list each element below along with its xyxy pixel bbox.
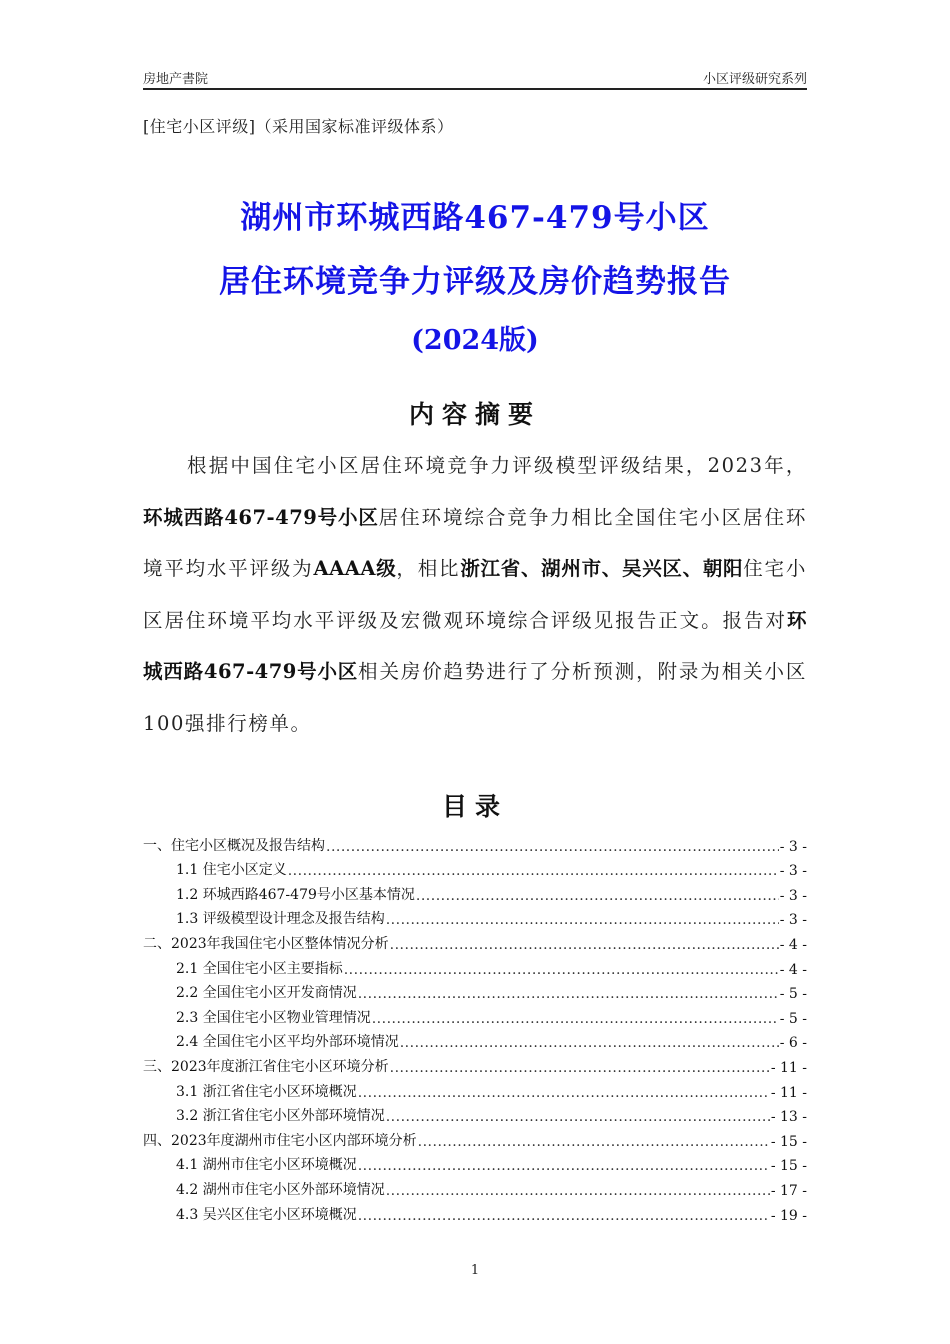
- toc-entry-page: - 3 -: [779, 887, 807, 904]
- toc-entry-label: 1.3 评级模型设计理念及报告结构: [176, 911, 385, 928]
- abstract-emphasis: 环城西路467-479号小区: [143, 608, 807, 683]
- toc-entry-page: - 3 -: [779, 863, 807, 880]
- abstract-heading: 内容摘要: [408, 400, 541, 429]
- toc-entry-label: 1.2 环城西路467-479号小区基本情况: [176, 886, 415, 903]
- abstract-text: 相关房价趋势进行了分析预测，附录为相关小区100强排行榜单。: [143, 660, 807, 735]
- report-title-line-1: 湖州市环城西路467-479号小区: [240, 200, 710, 236]
- toc-entry[interactable]: [143, 1199, 807, 1224]
- toc-entry[interactable]: [143, 1174, 807, 1199]
- toc-entry-label: 四、2023年度湖州市住宅小区内部环境分析: [143, 1132, 417, 1149]
- toc-entry-page: - 3 -: [779, 838, 807, 855]
- toc-entry[interactable]: [143, 1076, 807, 1101]
- toc-entry-page: - 6 -: [779, 1035, 807, 1052]
- table-of-contents: [143, 830, 807, 1224]
- toc-entry-page: - 19 -: [770, 1207, 807, 1224]
- abstract-text: 住宅小区居住环境平均水平评级及宏微观环境综合评级见报告正文。报告对: [143, 557, 807, 632]
- publisher-name: 房地产書院: [143, 72, 209, 87]
- toc-entry-label: 一、住宅小区概况及报告结构: [143, 837, 325, 854]
- toc-leader-dots: [386, 912, 779, 928]
- toc-leader-dots: [400, 1035, 779, 1051]
- toc-leader-dots: [358, 1208, 770, 1224]
- toc-leader-dots: [390, 937, 779, 953]
- toc-entry-label: 2.3 全国住宅小区物业管理情况: [176, 1009, 371, 1026]
- toc-leader-dots: [358, 1158, 770, 1174]
- header-divider: [143, 88, 807, 90]
- toc-entry-page: - 4 -: [779, 961, 807, 978]
- toc-entry-page: - 11 -: [770, 1059, 807, 1076]
- toc-entry-page: - 17 -: [770, 1182, 807, 1199]
- toc-entry[interactable]: [143, 953, 807, 978]
- running-header: [143, 66, 807, 88]
- toc-leader-dots: [358, 986, 779, 1002]
- toc-entry-page: - 5 -: [779, 1010, 807, 1027]
- toc-entry[interactable]: [143, 879, 807, 904]
- toc-entry[interactable]: [143, 855, 807, 880]
- abstract-text: ，相比: [396, 557, 461, 580]
- toc-leader-dots: [288, 863, 779, 879]
- toc-entry-label: 4.1 湖州市住宅小区环境概况: [176, 1157, 357, 1174]
- toc-entry-page: - 5 -: [779, 986, 807, 1003]
- toc-leader-dots: [416, 888, 779, 904]
- abstract-emphasis: AAAA级: [313, 557, 397, 580]
- toc-entry[interactable]: [143, 1051, 807, 1076]
- report-title-line-2: 居住环境竞争力评级及房价趋势报告: [219, 264, 731, 300]
- page-number: 1: [470, 1263, 480, 1278]
- toc-entry-label: 二、2023年我国住宅小区整体情况分析: [143, 935, 389, 952]
- toc-entry[interactable]: [143, 978, 807, 1003]
- category-line: [住宅小区评级]（采用国家标准评级体系）: [143, 117, 454, 136]
- series-name: 小区评级研究系列: [702, 72, 807, 87]
- toc-entry[interactable]: [143, 1125, 807, 1150]
- toc-entry-page: - 11 -: [770, 1084, 807, 1101]
- toc-entry-label: 4.2 湖州市住宅小区外部环境情况: [176, 1181, 385, 1198]
- toc-entry-label: 2.4 全国住宅小区平均外部环境情况: [176, 1034, 399, 1051]
- toc-entry-page: - 15 -: [770, 1133, 807, 1150]
- toc-entry[interactable]: [143, 928, 807, 953]
- toc-entry-page: - 4 -: [779, 936, 807, 953]
- toc-entry[interactable]: [143, 830, 807, 855]
- toc-entry-label: 1.1 住宅小区定义: [176, 862, 287, 879]
- toc-entry[interactable]: [143, 1101, 807, 1126]
- toc-leader-dots: [390, 1060, 770, 1076]
- toc-leader-dots: [386, 1183, 770, 1199]
- toc-entry-label: 3.2 浙江省住宅小区外部环境情况: [176, 1108, 385, 1125]
- toc-entry[interactable]: [143, 1150, 807, 1175]
- toc-entry-label: 2.1 全国住宅小区主要指标: [176, 960, 343, 977]
- abstract-paragraph: [143, 440, 807, 749]
- toc-entry-label: 4.3 吴兴区住宅小区环境概况: [176, 1206, 357, 1223]
- abstract-emphasis: 环城西路467-479号小区: [143, 505, 379, 529]
- toc-entry[interactable]: [143, 1002, 807, 1027]
- toc-entry[interactable]: [143, 904, 807, 929]
- toc-leader-dots: [386, 1109, 770, 1125]
- toc-leader-dots: [344, 962, 779, 978]
- toc-leader-dots: [358, 1085, 770, 1101]
- abstract-emphasis: 浙江省、湖州市、吴兴区、朝阳: [460, 557, 744, 580]
- toc-entry-page: - 13 -: [770, 1109, 807, 1126]
- toc-entry-label: 2.2 全国住宅小区开发商情况: [176, 985, 357, 1002]
- toc-leader-dots: [372, 1011, 779, 1027]
- toc-entry[interactable]: [143, 1027, 807, 1052]
- abstract-text: 根据中国住宅小区居住环境竞争力评级模型评级结果，2023年，: [187, 454, 807, 477]
- toc-leader-dots: [418, 1134, 770, 1150]
- report-edition: (2024版): [411, 325, 539, 356]
- toc-leader-dots: [326, 839, 779, 855]
- toc-entry-label: 三、2023年度浙江省住宅小区环境分析: [143, 1058, 389, 1075]
- toc-entry-label: 3.1 浙江省住宅小区环境概况: [176, 1083, 357, 1100]
- abstract-text: 居住环境综合竞争力相比全国住宅小区居住环境平均水平评级为: [143, 505, 807, 580]
- toc-entry-page: - 3 -: [779, 912, 807, 929]
- toc-heading: 目录: [441, 792, 508, 821]
- toc-entry-page: - 15 -: [770, 1158, 807, 1175]
